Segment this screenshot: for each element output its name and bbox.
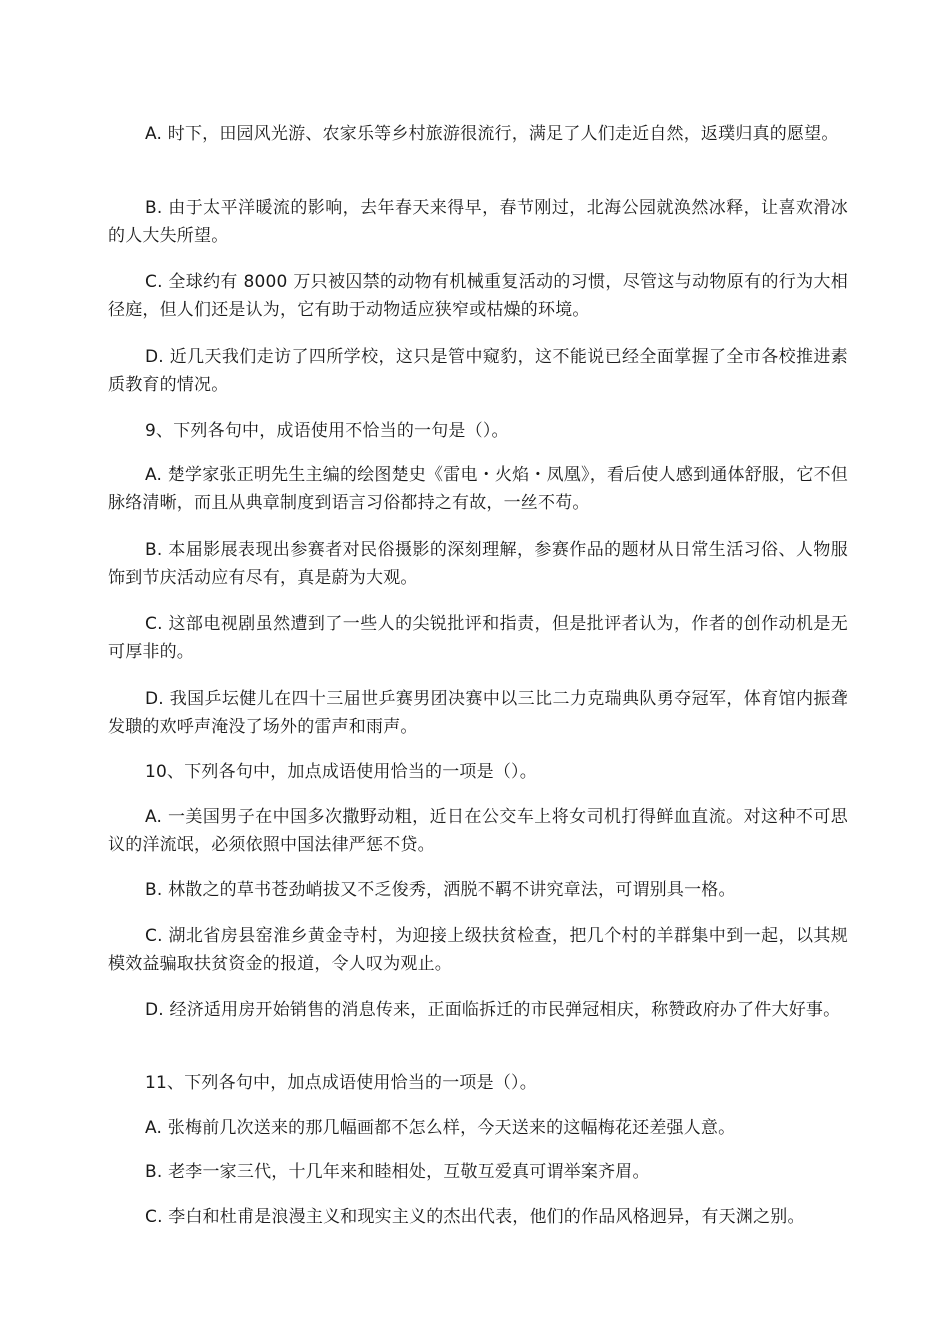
paragraph-option-c-q10: C. 湖北省房县窑淮乡黄金寺村，为迎接上级扶贫检查，把几个村的羊群集中到一起，以其规模效益骗取扶贫资金的报道，令人叹为观止。 xyxy=(108,926,848,974)
paragraph-option-b-q11: B. 老李一家三代，十几年来和睦相处，互敬互爱真可谓举案齐眉。 xyxy=(145,1162,650,1182)
paragraph-option-d-q8: D. 近几天我们走访了四所学校，这只是管中窥豹，这不能说已经全面掌握了全市各校推进素质教育的情况。 xyxy=(108,347,848,395)
paragraph-option-a-q9: A. 楚学家张正明先生主编的绘图楚史《雷电・火焰・凤凰》，看后使人感到通体舒服，它不但脉络清晰，而且从典章制度到语言习俗都持之有故，一丝不苟。 xyxy=(108,465,848,513)
question-10: 10、下列各句中，加点成语使用恰当的一项是（）。 xyxy=(145,762,537,782)
paragraph-option-b-q9: B. 本届影展表现出参赛者对民俗摄影的深刻理解，参赛作品的题材从日常生活习俗、人物服饰到节庆活动应有尽有，真是蔚为大观。 xyxy=(108,540,848,588)
paragraph-option-c-q11: C. 李白和杜甫是浪漫主义和现实主义的杰出代表，他们的作品风格迥异，有天渊之别。 xyxy=(145,1207,805,1227)
question-11: 11、下列各句中，加点成语使用恰当的一项是（）。 xyxy=(145,1073,537,1093)
paragraph-option-d-q9: D. 我国乒坛健儿在四十三届世乒赛男团决赛中以三比二力克瑞典队勇夺冠军，体育馆内振聋发聩的欢呼声淹没了场外的雷声和雨声。 xyxy=(108,689,848,737)
paragraph-option-c-q8: C. 全球约有 8000 万只被囚禁的动物有机械重复活动的习惯，尽管这与动物原有的行为大相径庭，但人们还是认为，它有助于动物适应狭窄或枯燥的环境。 xyxy=(108,272,848,320)
question-9: 9、下列各句中，成语使用不恰当的一句是（）。 xyxy=(145,421,509,441)
paragraph-option-d-q10: D. 经济适用房开始销售的消息传来，正面临拆迁的市民弹冠相庆，称赞政府办了件大好事。 xyxy=(145,1000,841,1020)
paragraph-option-a-q11: A. 张梅前几次送来的那几幅画都不怎么样，今天送来的这幅梅花还差强人意。 xyxy=(145,1118,736,1138)
paragraph-option-a-q10: A. 一美国男子在中国多次撒野动粗，近日在公交车上将女司机打得鲜血直流。对这种不可思议的洋流氓，必须依照中国法律严惩不贷。 xyxy=(108,807,848,855)
paragraph-option-b-q8: B. 由于太平洋暖流的影响，去年春天来得早，春节刚过，北海公园就涣然冰释，让喜欢滑冰的人大失所望。 xyxy=(108,198,848,246)
paragraph-option-c-q9: C. 这部电视剧虽然遭到了一些人的尖锐批评和指责，但是批评者认为，作者的创作动机是无可厚非的。 xyxy=(108,614,848,662)
paragraph-option-b-q10: B. 林散之的草书苍劲峭拔又不乏俊秀，洒脱不羁不讲究章法，可谓别具一格。 xyxy=(145,880,736,900)
paragraph-option-a-q8: A. 时下，田园风光游、农家乐等乡村旅游很流行，满足了人们走近自然，返璞归真的愿望。 xyxy=(145,124,839,144)
